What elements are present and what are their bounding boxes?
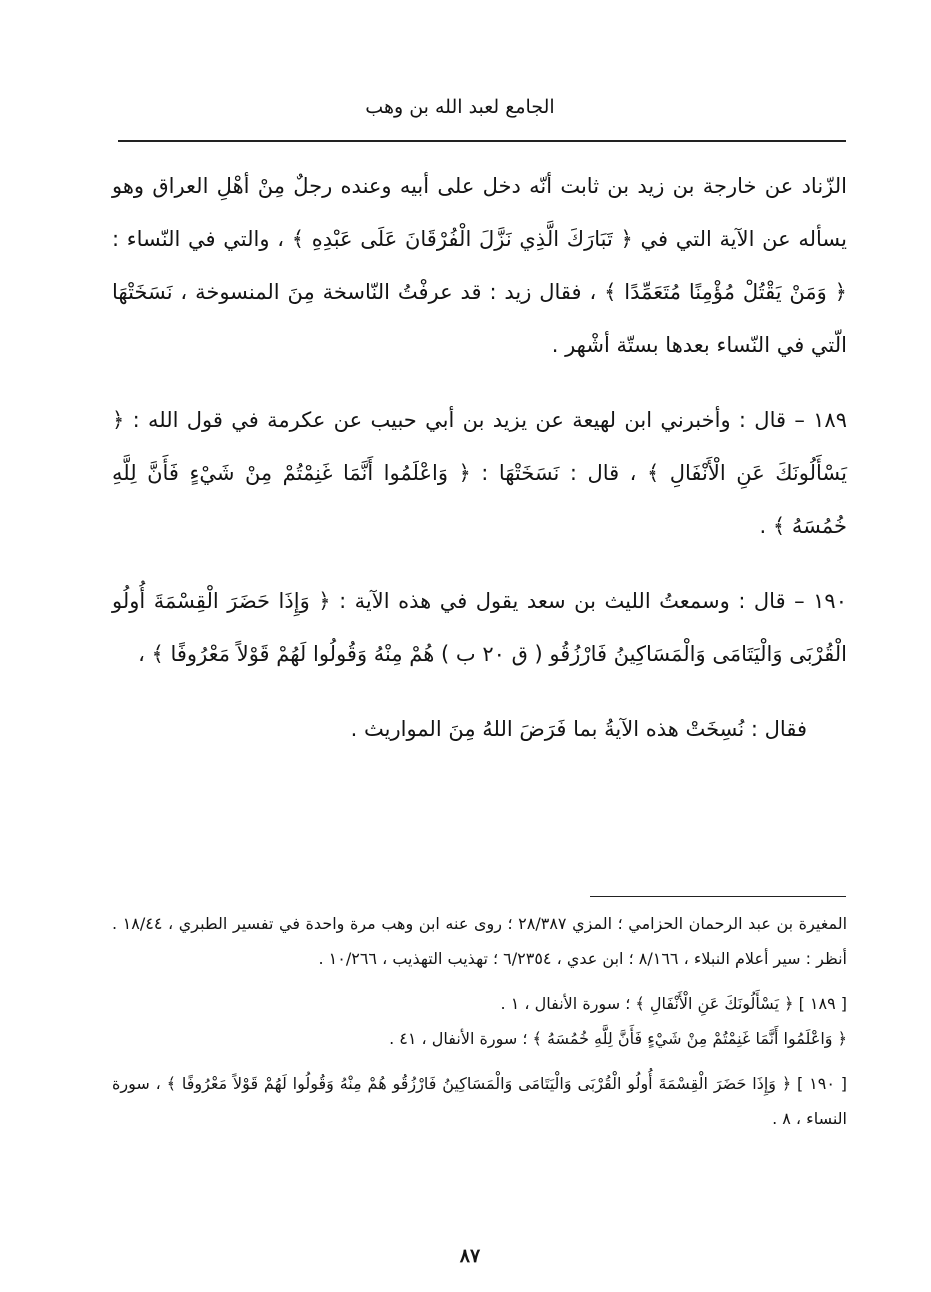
main-text [112,160,847,756]
paragraph-190-ruling: فقال : نُسِخَتْ هذه الآيةُ بما فَرَضَ اللهُ مِنَ المواريث . [350,717,807,741]
footnote-separator [590,896,846,897]
footnote-189-a: [ ١٨٩ ] ﴿ يَسْأَلُونَكَ عَنِ الْأَنْفَالِ ﴾ ؛ سورة الأنفال ، ١ . [500,994,847,1013]
footnotes [112,906,847,1136]
paragraph-189: ١٨٩ – قال : وأخبرني ابن لهيعة عن يزيد بن أبي حبيب عن عكرمة في قول الله : ﴿ يَسْأَلُونَكَ عَنِ الْأَنْفَالِ ﴾ ، قال : نَسَخَتْهَا : ﴿ وَاعْلَمُوا أَنَّمَا غَنِمْتُمْ مِنْ شَيْءٍ فَأَنَّ لِلَّهِ خُمُسَهُ ﴾ . [112,408,847,538]
paragraph-continuation: الزّناد عن خارجة بن زيد بن ثابت أنّه دخل على أبيه وعنده رجلٌ مِنْ أهْلِ العراق وهو يسأله عن الآية التي في ﴿ تَبَارَكَ الَّذِي نَزَّلَ الْفُرْقَانَ عَلَى عَبْدِهِ ﴾ ، والتي في النّساء : ﴿ وَمَنْ يَقْتُلْ مُؤْمِنًا مُتَعَمِّدًا ﴾ ، فقال زيد : قد عرفْتُ النّاسخة مِنَ المنسوخة ، نَسَخَتْهَا الّتي في النّساء بعدها بستّة أشْهر . [112,174,847,357]
header-rule [118,140,846,142]
footnote-190: [ ١٩٠ ] ﴿ وَإِذَا حَضَرَ الْقِسْمَةَ أُولُو الْقُرْبَى وَالْيَتَامَى وَالْمَسَاكِينُ فَارْزُقُو هُمْ مِنْهُ وَقُولُوا لَهُمْ قَوْلاً مَعْرُوفًا ﴾ ، سورة النساء ، ٨ . [112,1074,848,1128]
paragraph-190: ١٩٠ – قال : وسمعتُ الليث بن سعد يقول في هذه الآية : ﴿ وَإِذَا حَضَرَ الْقِسْمَةَ أُولُو الْقُرْبَى وَالْيَتَامَى وَالْمَسَاكِينُ فَارْزُقُو ( ق ٢٠ ب ) هُمْ مِنْهُ وَقُولُوا لَهُمْ قَوْلاً مَعْرُوفًا ﴾ ، [112,589,847,666]
footnote-189-b: ﴿ وَاعْلَمُوا أَنَّمَا غَنِمْتُمْ مِنْ شَيْءٍ فَأَنَّ لِلَّهِ خُمُسَهُ ﴾ ؛ سورة الأنفال ، ٤١ . [389,1029,847,1048]
page-number: ٨٧ [459,1245,481,1267]
footnote-narrator: المغيرة بن عبد الرحمان الحزامي ؛ المزي ٢٨/٣٨٧ ؛ روى عنه ابن وهب مرة واحدة في تفسير الطبري ، ١٨/٤٤ . أنظر : سير أعلام النبلاء ، ٨/١٦٦ ؛ ابن عدي ، ٦/٢٣٥٤ ؛ تهذيب التهذيب ، ١٠/٢٦٦ . [112,914,848,968]
running-header: الجامع لعبد الله بن وهب [365,96,555,118]
